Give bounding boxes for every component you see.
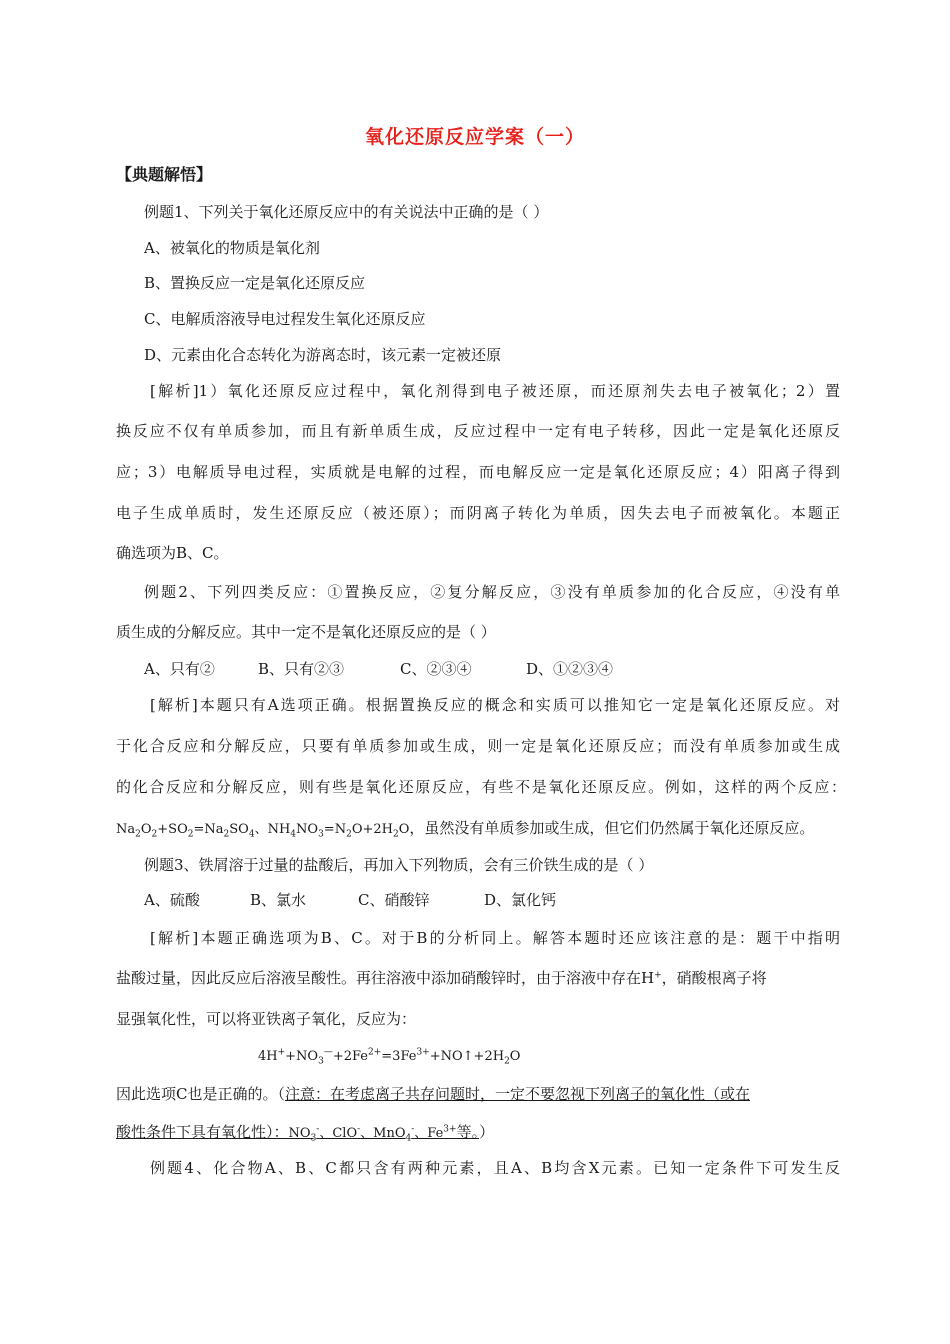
question-4-stem: 例题4、化合物A、B、C都只含有两种元素，且A、B均含X元素。已知一定条件下可发生反 bbox=[150, 1159, 840, 1177]
question-1-analysis-line: 确选项为B、C。 bbox=[116, 544, 229, 562]
reaction-equation-fe: $4H^++NO_3^—+2Fe^{2+}=3Fe^{3+}+NO↑+2H_2O$ bbox=[258, 1047, 521, 1067]
question-2-option-a: A、只有② bbox=[144, 660, 215, 678]
question-1-option-d: D、元素由化合态转化为游离态时，该元素一定被还原 bbox=[144, 346, 502, 364]
ion-list: $NO_3^-$、ClO-、MnO$_4$-、$Fe^{3+}$ bbox=[288, 1124, 457, 1144]
question-1-analysis-line: [解析]1）氧化还原反应过程中，氧化剂得到电子被还原，而还原剂失去电子被氧化；2）置 bbox=[150, 382, 840, 400]
question-2-analysis-tail: ，虽然没有单质参加或生成，但它们仍然属于氧化还原反应。 bbox=[409, 819, 815, 837]
question-3-note: 酸性条件下具有氧化性）：$NO_3^-$、ClO-、MnO$_4$-、$Fe^{3+}$等。） bbox=[116, 1123, 495, 1144]
question-2-analysis-line: 于化合反应和分解反应，只要有单质参加或生成，则一定是氧化还原反应；而没有单质参加或生成 bbox=[116, 737, 840, 755]
question-3-conclusion: 因此选项C也是正确的。（注意：在考虑离子共存问题时，一定不要忽视下列离子的氧化性（或在 bbox=[116, 1085, 750, 1103]
question-2-analysis-line: 的化合反应和分解反应，则有些是氧化还原反应，有些不是氧化还原反应。例如，这样的两个反应： bbox=[116, 778, 846, 796]
question-1-analysis-line: 换反应不仅有单质参加，而且有新单质生成，反应过程中一定有电子转移，因此一定是氧化还原反 bbox=[116, 422, 840, 440]
question-2-option-d: D、①②③④ bbox=[526, 660, 614, 678]
question-3-option-b: B、氯水 bbox=[250, 891, 307, 909]
question-3-options bbox=[144, 890, 868, 910]
question-2-option-c: C、②③④ bbox=[400, 660, 472, 678]
question-3-analysis-line: 显强氧化性，可以将亚铁离子氧化，反应为： bbox=[116, 1010, 417, 1028]
page-title: 氧化还原反应学案（一） bbox=[364, 126, 585, 148]
question-1-analysis-line: 应；3）电解质导电过程，实质就是电解的过程，而电解反应一定是氧化还原反应；4）阳离子得到 bbox=[116, 463, 840, 481]
question-2-stem-line: 质生成的分解反应。其中一定不是氧化还原反应的是（ ） bbox=[116, 623, 496, 641]
question-3-stem: 例题3、铁屑溶于过量的盐酸后，再加入下列物质，会有三价铁生成的是（ ） bbox=[144, 856, 654, 874]
question-2-analysis-line: [解析]本题只有A选项正确。根据置换反应的概念和实质可以推知它一定是氧化还原反应。对 bbox=[150, 696, 840, 714]
question-3-option-d: D、氯化钙 bbox=[484, 891, 557, 909]
reaction-equation: $Na_2O_2+SO_2=Na_2SO_4$、$NH_4NO_3=N_2O+2H_2O$ bbox=[116, 822, 410, 840]
question-3-option-c: C、硝酸锌 bbox=[358, 891, 430, 909]
question-1-analysis-line: 电子生成单质时，发生还原反应（被还原）；而阴离子转化为单质，因失去电子而被氧化。本题正 bbox=[116, 504, 840, 522]
question-1-option-a: A、被氧化的物质是氧化剂 bbox=[144, 239, 320, 257]
question-3-analysis-line: [解析]本题正确选项为B、C。对于B的分析同上。解答本题时还应该注意的是：题干中指明 bbox=[150, 929, 840, 947]
question-3-analysis-line: 盐酸过量，因此反应后溶液呈酸性。再往溶液中添加硝酸锌时，由于溶液中存在H+，硝酸根离子将 bbox=[116, 969, 767, 987]
question-1-option-b: B、置换反应一定是氧化还原反应 bbox=[144, 274, 366, 292]
question-1-option-c: C、电解质溶液导电过程发生氧化还原反应 bbox=[144, 310, 426, 328]
question-2-option-b: B、只有②③ bbox=[258, 660, 345, 678]
question-2-options bbox=[144, 659, 868, 679]
question-3-option-a: A、硫酸 bbox=[144, 891, 200, 909]
note-underlined: 注意：在考虑离子共存问题时，一定不要忽视下列离子的氧化性（或在 bbox=[284, 1085, 750, 1103]
section-heading: 【典题解悟】 bbox=[116, 165, 213, 184]
question-2-analysis-equations bbox=[116, 818, 840, 840]
question-2-stem-line: 例题2、下列四类反应：①置换反应，②复分解反应，③没有单质参加的化合反应，④没有单 bbox=[144, 583, 840, 601]
question-1-stem: 例题1、下列关于氧化还原反应中的有关说法中正确的是（ ） bbox=[144, 203, 549, 221]
